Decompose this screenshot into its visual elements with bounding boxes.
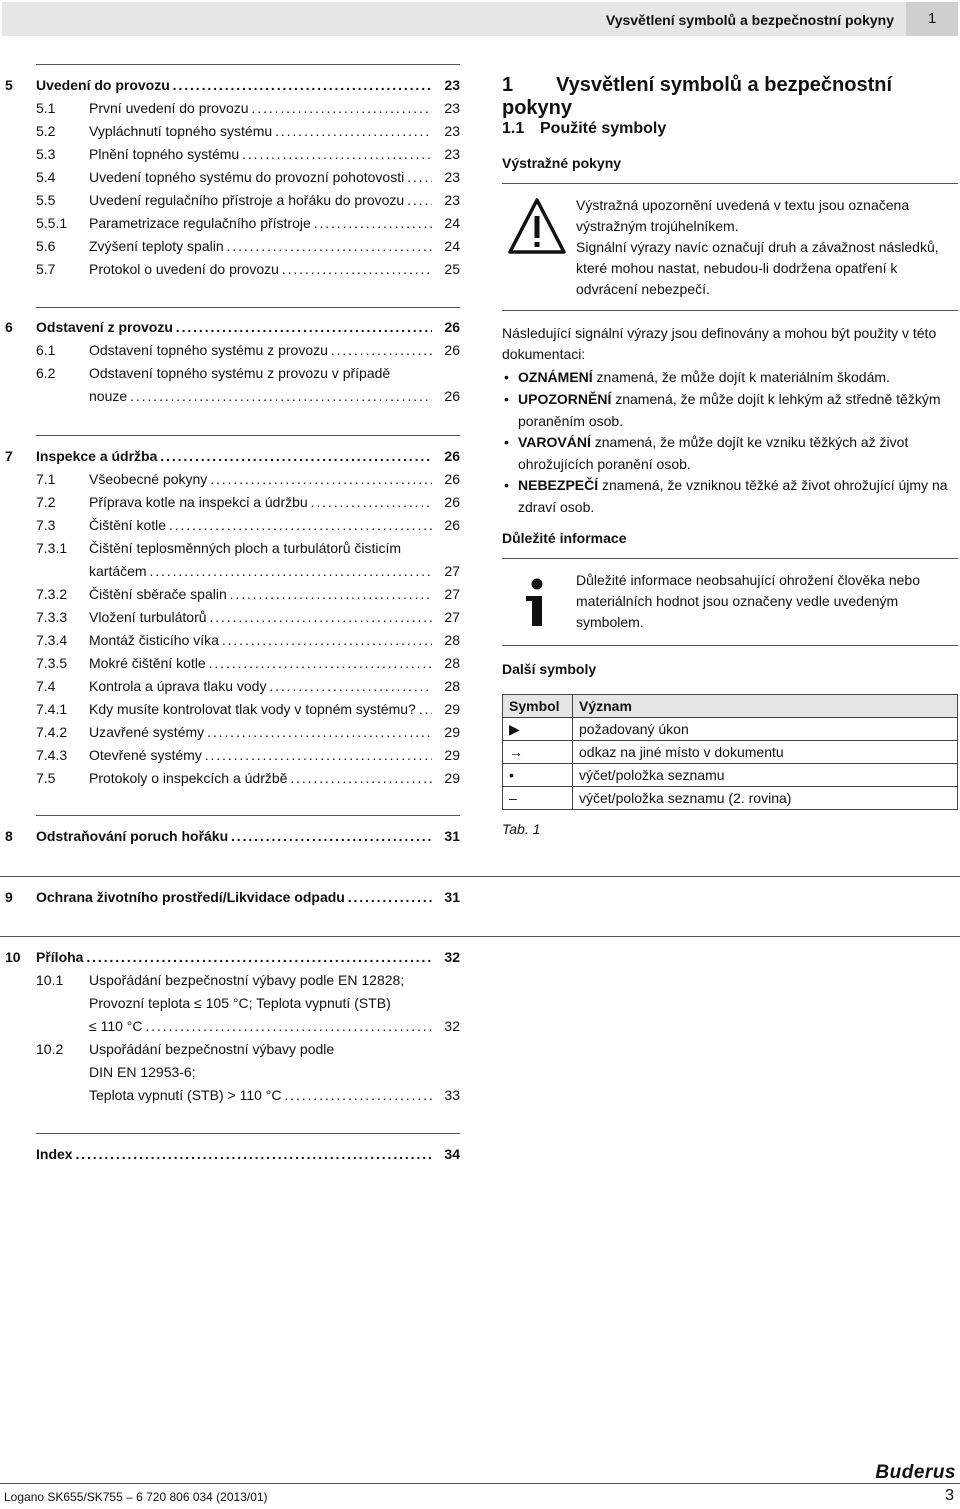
toc-divider: [36, 815, 460, 816]
toc-divider: [36, 307, 460, 308]
list-item: [502, 475, 952, 518]
toc-entry-number: 7.4.2: [36, 724, 68, 740]
divider: [502, 183, 958, 184]
brand-logo: Buderus: [875, 1462, 956, 1483]
toc-entry-number: 5.5.1: [36, 215, 68, 231]
toc-entry-number: 7.3.3: [36, 609, 68, 625]
toc-entry-number: 7.4.3: [36, 747, 68, 763]
toc-entry-page: 31: [444, 828, 460, 844]
toc-entry[interactable]: [0, 212, 460, 234]
toc-entry-number: 5.2: [36, 123, 56, 139]
divider: [502, 310, 958, 311]
running-header-title: Vysvětlení symbolů a bezpečnostní pokyny: [605, 12, 894, 28]
toc-divider: [36, 1133, 460, 1134]
toc-divider: [0, 876, 960, 877]
toc-entry[interactable]: [0, 606, 460, 628]
info-text: Důležité informace neobsahující ohrožení člověka nebo materiálních hodnot jsou označeny vedle uvedeným symbolem.: [576, 572, 920, 630]
toc-entry-title: Protokoly o inspekcích a údržbě . . .: [89, 767, 432, 789]
table-cell-meaning: výčet/položka seznamu: [573, 764, 958, 787]
toc-entry-page: 26: [444, 319, 460, 335]
toc-entry-continued: Čištění teplosměnných ploch a turbulátorů čisticím: [89, 540, 402, 556]
toc-entry-page: 23: [444, 100, 460, 116]
toc-entry-page: 32: [444, 1018, 460, 1034]
toc-entry-number: 7.3.5: [36, 655, 68, 671]
toc-entry-title: Plnění topného systému . . .: [89, 143, 432, 165]
toc-entry[interactable]: [0, 652, 460, 674]
divider: [502, 558, 958, 559]
toc-entry-title: Uzavřené systémy . . .: [89, 721, 432, 743]
toc-entry-title: Odstraňování poruch hořáku . . .: [36, 825, 432, 847]
toc-entry-page: 27: [444, 609, 460, 625]
bullet-icon: •: [504, 477, 509, 493]
warning-text-2: Signální výrazy navíc označují druh a závažnost následků, které mohou nastat, nebudou-li dodržena opatření k odvrácení nebezpečí.: [576, 239, 939, 297]
toc-entry-title: Mokré čištění kotle . . .: [89, 652, 432, 674]
toc-entry-title: Čištění sběrače spalin . . .: [89, 583, 432, 605]
toc-entry-number: 10.1: [36, 972, 64, 988]
toc-entry-page: 23: [444, 192, 460, 208]
toc-entry[interactable]: [0, 946, 460, 968]
symbols-table: [502, 694, 958, 810]
footer-divider: [0, 1483, 960, 1484]
toc-entry[interactable]: [0, 189, 460, 211]
toc-entry-number: 8: [5, 828, 13, 844]
toc-entry-title: Příloha . . .: [36, 946, 432, 968]
toc-entry-title: Odstavení topného systému z provozu . . .: [89, 339, 432, 361]
toc-entry-title: Teplota vypnutí (STB) > 110 °C . . .: [89, 1084, 432, 1106]
signal-word-description: znamená, že může dojít ke vzniku těžkých až život ohrožujících poranění osob.: [518, 434, 909, 472]
toc-entry-number: 5: [5, 77, 13, 93]
table-cell-symbol: •: [503, 764, 573, 787]
list-item: [502, 367, 952, 389]
toc-entry-number: 7.4: [36, 678, 56, 694]
toc-entry-page: 27: [444, 563, 460, 579]
toc-entry-number: 5.4: [36, 169, 56, 185]
toc-entry-title: kartáčem . . .: [89, 560, 432, 582]
toc-entry[interactable]: [0, 385, 460, 407]
toc-entry-number: 9: [5, 889, 13, 905]
toc-entry[interactable]: [0, 583, 460, 605]
table-header-symbol: Symbol: [503, 695, 573, 718]
toc-entry-title: Otevřené systémy . . .: [89, 744, 432, 766]
table-header-meaning: Význam: [573, 695, 958, 718]
toc-entry-title: Zvýšení teploty spalin . . .: [89, 235, 432, 257]
table-row: [503, 741, 958, 764]
table-caption: Tab. 1: [502, 821, 541, 837]
toc-entry-continued: Odstavení topného systému z provozu v případě: [89, 365, 391, 381]
toc-entry-title: Příprava kotle na inspekci a údržbu . . .: [89, 491, 432, 513]
toc-entry-number: 7.3.2: [36, 586, 68, 602]
toc-entry-page: 26: [444, 471, 460, 487]
toc-entry-page: 31: [444, 889, 460, 905]
toc-entry-title: Čištění kotle . . .: [89, 514, 432, 536]
toc-entry-page: 28: [444, 655, 460, 671]
table-header-row: [503, 695, 958, 718]
toc-entry-number: 7.3.4: [36, 632, 68, 648]
toc-divider: [36, 64, 460, 65]
toc-entry-number: 7.2: [36, 494, 56, 510]
toc-divider: [36, 435, 460, 436]
toc-entry-page: 23: [444, 169, 460, 185]
toc-entry[interactable]: [0, 74, 460, 96]
toc-entry-title: Uvedení do provozu . . .: [36, 74, 432, 96]
toc-entry-page: 32: [444, 949, 460, 965]
toc-entry-number: 5.3: [36, 146, 56, 162]
toc-entry[interactable]: [0, 744, 460, 766]
toc-entry-number: 5.6: [36, 238, 56, 254]
toc-entry-page: 23: [444, 77, 460, 93]
toc-entry-page: 24: [444, 215, 460, 231]
toc-entry[interactable]: [0, 1084, 460, 1106]
toc-divider: [0, 936, 960, 937]
toc-entry-page: 26: [444, 517, 460, 533]
toc-entry-page: 26: [444, 342, 460, 358]
info-icon: [510, 572, 564, 632]
other-symbols-heading: Další symboly: [502, 661, 597, 677]
toc-entry-number: 6.2: [36, 365, 56, 381]
toc-entry-number: 6.1: [36, 342, 56, 358]
list-item: [502, 432, 952, 475]
toc-entry-title: První uvedení do provozu . . .: [89, 97, 432, 119]
section-heading: 1.1 Použité symboly: [502, 120, 667, 137]
toc-entry-number: 7.4.1: [36, 701, 68, 717]
toc-entry-number: 7: [5, 448, 13, 464]
toc-entry-page: 24: [444, 238, 460, 254]
signal-word-description: znamená, že může dojít k lehkým až středně těžkým poraněním osob.: [518, 391, 941, 429]
toc-entry-title: Vložení turbulátorů . . .: [89, 606, 432, 628]
toc-entry-title: Inspekce a údržba . . .: [36, 445, 432, 467]
toc-entry[interactable]: [0, 1015, 460, 1037]
info-heading: Důležité informace: [502, 530, 627, 546]
toc-entry-number: 6: [5, 319, 13, 335]
toc-entry[interactable]: [0, 166, 460, 188]
toc-entry-title: nouze . . .: [89, 385, 432, 407]
toc-entry[interactable]: [0, 560, 460, 582]
running-header-chapter: 1: [906, 2, 958, 36]
toc-entry-number: 5.1: [36, 100, 56, 116]
toc-entry[interactable]: [0, 445, 460, 467]
bullet-icon: •: [504, 391, 509, 407]
table-row: [503, 718, 958, 741]
signal-word: UPOZORNĚNÍ: [518, 391, 612, 407]
toc-entry-page: 29: [444, 747, 460, 763]
warning-text-1: Výstražná upozornění uvedená v textu jsou označena výstražným trojúhelníkem.: [576, 197, 910, 234]
toc-entry[interactable]: [0, 120, 460, 142]
toc-entry-title: Vypláchnutí topného systému . . .: [89, 120, 432, 142]
toc-entry[interactable]: [0, 258, 460, 280]
toc-entry-page: 28: [444, 678, 460, 694]
toc-entry[interactable]: [0, 143, 460, 165]
toc-entry-index[interactable]: [0, 1143, 460, 1165]
signal-word-description: znamená, že může dojít k materiálním škodám.: [592, 369, 890, 385]
toc-entry-number: 7.3: [36, 517, 56, 533]
toc-entry-number: 10: [5, 949, 21, 965]
toc-entry-title: ≤ 110 °C . . .: [89, 1015, 432, 1037]
toc-entry-number: 5.5: [36, 192, 56, 208]
toc-entry-title: Uvedení topného systému do provozní pohotovosti . . .: [89, 166, 432, 188]
toc-entry-number: 5.7: [36, 261, 56, 277]
toc-entry-continued: Uspořádání bezpečnostní výbavy podle EN 12828;: [89, 972, 405, 988]
toc-entry-title: Ochrana životního prostředí/Likvidace odpadu . . .: [36, 886, 432, 908]
table-cell-symbol: –: [503, 787, 573, 810]
bullet-icon: •: [504, 434, 509, 450]
toc-entry-page: 26: [444, 448, 460, 464]
toc-entry-page: 33: [444, 1087, 460, 1103]
toc-entry-title: Odstavení z provozu . . .: [36, 316, 432, 338]
toc-entry-page: 25: [444, 261, 460, 277]
toc-entry-number: 7.1: [36, 471, 56, 487]
toc-entry[interactable]: [0, 698, 460, 720]
toc-entry-page: 23: [444, 146, 460, 162]
toc-entry-title: Všeobecné pokyny . . .: [89, 468, 432, 490]
toc-entry[interactable]: [0, 886, 460, 908]
toc-entry-continued: DIN EN 12953-6;: [89, 1064, 196, 1080]
warning-heading: Výstražné pokyny: [502, 155, 622, 171]
toc-entry-title: Protokol o uvedení do provozu . . .: [89, 258, 432, 280]
toc-entry[interactable]: [0, 339, 460, 361]
toc-entry[interactable]: [0, 629, 460, 651]
toc-entry-page: 26: [444, 494, 460, 510]
page-number: 3: [945, 1487, 954, 1504]
toc-entry[interactable]: [0, 468, 460, 490]
table-cell-symbol: →: [503, 741, 573, 764]
toc-entry-title: Index . . .: [36, 1143, 432, 1165]
toc-entry-title: Kontrola a úprava tlaku vody . . .: [89, 675, 432, 697]
bullet-icon: •: [504, 369, 509, 385]
signal-word: OZNÁMENÍ: [518, 369, 593, 385]
toc-entry[interactable]: [0, 235, 460, 257]
toc-entry-title: Parametrizace regulačního přístroje . . .: [89, 212, 432, 234]
toc-entry-continued: Provozní teplota ≤ 105 °C; Teplota vypnutí (STB): [89, 995, 391, 1011]
toc-entry-title: Kdy musíte kontrolovat tlak vody v topném systému? . . .: [89, 698, 432, 720]
toc-entry[interactable]: [0, 675, 460, 697]
toc-entry-page: 29: [444, 701, 460, 717]
footer-document-id: Logano SK655/SK755 – 6 720 806 034 (2013/01): [4, 1490, 268, 1504]
table-cell-meaning: výčet/položka seznamu (2. rovina): [573, 787, 958, 810]
toc-entry-page: 26: [444, 388, 460, 404]
table-cell-symbol: ▶: [503, 718, 573, 741]
toc-entry-number: 7.5: [36, 770, 56, 786]
toc-entry[interactable]: [0, 825, 460, 847]
table-cell-meaning: odkaz na jiné místo v dokumentu: [573, 741, 958, 764]
toc-entry[interactable]: [0, 721, 460, 743]
chapter-heading: 1 Vysvětlení symbolů a bezpečnostní pokyny: [502, 74, 893, 119]
signal-word-description: znamená, že vzniknou těžké až život ohrožující újmy na zdraví osob.: [518, 477, 948, 515]
toc-entry-title: Montáž čisticího víka . . .: [89, 629, 432, 651]
warning-triangle-icon: [507, 196, 567, 256]
signal-word: NEBEZPEČÍ: [518, 477, 599, 493]
toc-entry[interactable]: [0, 97, 460, 119]
signal-word: VAROVÁNÍ: [518, 434, 591, 450]
toc-entry[interactable]: [0, 316, 460, 338]
toc-entry[interactable]: [0, 514, 460, 536]
toc-entry-number: 10.2: [36, 1041, 64, 1057]
toc-entry-title: Uvedení regulačního přístroje a hořáku do provozu . . .: [89, 189, 432, 211]
toc-entry[interactable]: [0, 767, 460, 789]
toc-entry-page: 29: [444, 724, 460, 740]
toc-entry-page: 23: [444, 123, 460, 139]
toc-entry-page: 34: [444, 1146, 460, 1162]
table-of-contents: [0, 0, 470, 1509]
table-cell-meaning: požadovaný úkon: [573, 718, 958, 741]
toc-entry[interactable]: [0, 491, 460, 513]
list-item: [502, 389, 952, 432]
toc-entry-continued: Uspořádání bezpečnostní výbavy podle: [89, 1041, 335, 1057]
signal-words-intro: Následující signální výrazy jsou definovány a mohou být použity v této dokumentaci:: [502, 325, 937, 362]
toc-entry-number: 7.3.1: [36, 540, 68, 556]
toc-entry-page: 28: [444, 632, 460, 648]
table-row: [503, 764, 958, 787]
toc-entry-page: 27: [444, 586, 460, 602]
toc-entry-page: 29: [444, 770, 460, 786]
table-row: [503, 787, 958, 810]
divider: [502, 645, 958, 646]
